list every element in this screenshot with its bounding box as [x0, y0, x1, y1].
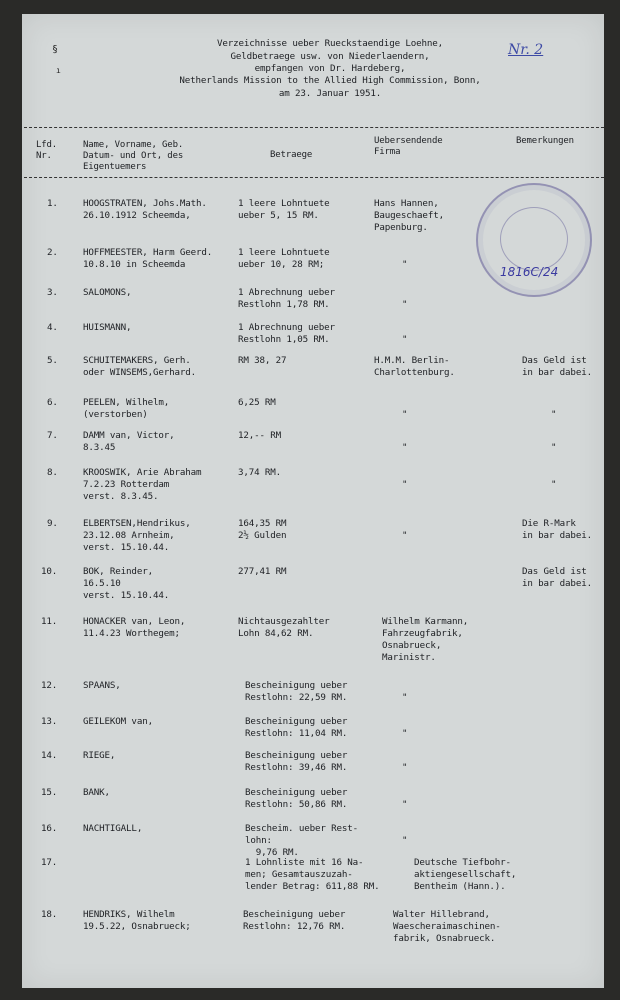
- row-name: DAMM van, Victor, 8.3.45: [83, 430, 175, 453]
- row-number: 13.: [41, 716, 58, 727]
- row-amount: 1 leere Lohntuete ueber 10, 28 RM;: [238, 247, 330, 270]
- row-amount: Bescheinigung ueber Restlohn: 22,59 RM.: [245, 680, 348, 703]
- row-firm: ": [402, 409, 408, 420]
- row-firm: ": [402, 799, 408, 810]
- row-amount: Nichtausgezahlter Lohn 84,62 RM.: [238, 616, 330, 639]
- row-amount: 277,41 RM: [238, 566, 287, 577]
- row-firm: Walter Hillebrand, Waescheraimaschinen- fabrik, Osnabrueck.: [393, 909, 501, 944]
- row-name: RIEGE,: [83, 750, 116, 761]
- row-remarks: Die R-Mark in bar dabei.: [522, 518, 592, 541]
- row-name: SALOMONS,: [83, 287, 132, 298]
- header-amount: Betraege: [270, 150, 313, 160]
- row-number: 10.: [41, 566, 58, 577]
- row-number: 14.: [41, 750, 58, 761]
- row-name: PEELEN, Wilhelm, (verstorben): [83, 397, 170, 420]
- row-number: 5.: [47, 355, 58, 366]
- row-name: HOOGSTRATEN, Johs.Math. 26.10.1912 Scheemda,: [83, 198, 207, 221]
- row-amount: Bescheinigung ueber Restlohn: 39,46 RM.: [245, 750, 348, 773]
- row-amount: 164,35 RM 2½ Gulden: [238, 518, 287, 541]
- row-name: SPAANS,: [83, 680, 121, 691]
- row-amount: 12,-- RM: [238, 430, 282, 441]
- row-number: 4.: [47, 322, 58, 333]
- row-firm: ": [402, 479, 408, 490]
- row-number: 8.: [47, 467, 58, 478]
- row-firm: ": [402, 259, 408, 270]
- row-number: 3.: [47, 287, 58, 298]
- row-name: SCHUITEMAKERS, Gerh. oder WINSEMS,Gerhard.: [83, 355, 197, 378]
- header-remarks: Bemerkungen: [516, 136, 574, 146]
- row-firm: ": [402, 762, 408, 773]
- row-firm: Deutsche Tiefbohr- aktiengesellschaft, Bentheim (Hann.).: [414, 857, 517, 892]
- corner-mark: §: [52, 44, 59, 55]
- row-amount: 1 Lohnliste mit 16 Na- men; Gesamtauszuzah- lender Betrag: 611,88 RM.: [245, 857, 380, 892]
- row-amount: Bescheim. ueber Rest- lohn: 9,76 RM.: [245, 823, 359, 858]
- row-remarks: Das Geld ist in bar dabei.: [522, 355, 592, 378]
- row-amount: 3,74 RM.: [238, 467, 282, 478]
- row-amount: 1 Abrechnung ueber Restlohn 1,05 RM.: [238, 322, 335, 345]
- row-firm: Hans Hannen, Baugeschaeft, Papenburg.: [374, 198, 444, 233]
- row-number: 2.: [47, 247, 58, 258]
- row-remarks: Das Geld ist in bar dabei.: [522, 566, 592, 589]
- row-firm: ": [402, 299, 408, 310]
- header-bottom-rule: [24, 177, 604, 178]
- row-amount: Bescheinigung ueber Restlohn: 50,86 RM.: [245, 787, 348, 810]
- row-amount: 1 Abrechnung ueber Restlohn 1,78 RM.: [238, 287, 335, 310]
- row-firm: ": [402, 442, 408, 453]
- title-line-1: Verzeichnisse ueber Rueckstaendige Loehne,: [216, 38, 444, 49]
- row-name: ELBERTSEN,Hendrikus, 23.12.08 Arnheim, verst. 15.10.44.: [83, 518, 191, 553]
- row-amount: RM 38, 27: [238, 355, 287, 366]
- row-firm: Wilhelm Karmann, Fahrzeugfabrik, Osnabrueck, Marinistr.: [382, 616, 469, 663]
- row-number: 12.: [41, 680, 58, 691]
- row-amount: 1 leere Lohntuete ueber 5, 15 RM.: [238, 198, 330, 221]
- header-firm: Uebersendende Firma: [374, 136, 443, 157]
- title-line-5: am 23. Januar 1951.: [278, 88, 382, 99]
- row-name: HONACKER van, Leon, 11.4.23 Worthegem;: [83, 616, 186, 639]
- row-firm: ": [402, 835, 408, 846]
- row-firm: ": [402, 334, 408, 345]
- row-number: 16.: [41, 823, 58, 834]
- row-name: NACHTIGALL,: [83, 823, 143, 834]
- row-number: 15.: [41, 787, 58, 798]
- row-remarks: ": [551, 479, 557, 490]
- official-stamp: [476, 183, 592, 297]
- stamp-number: 1816C/24: [500, 265, 559, 279]
- row-remarks: ": [551, 409, 557, 420]
- row-amount: Bescheinigung ueber Restlohn: 11,04 RM.: [245, 716, 348, 739]
- header-name: Name, Vorname, Geb. Datum- und Ort, des Eigentuemers: [83, 140, 184, 172]
- row-number: 9.: [47, 518, 58, 529]
- row-name: GEILEKOM van,: [83, 716, 153, 727]
- row-number: 17.: [41, 857, 58, 868]
- row-name: KROOSWIK, Arie Abraham 7.2.23 Rotterdam verst. 8.3.45.: [83, 467, 202, 502]
- handwritten-reference: Nr. 2: [508, 42, 544, 58]
- row-name: HOFFMEESTER, Harm Geerd. 10.8.10 in Scheemda: [83, 247, 213, 270]
- row-number: 11.: [41, 616, 58, 627]
- title-line-2: Geldbetraege usw. von Niederlaendern,: [230, 51, 430, 62]
- header-top-rule: [24, 127, 604, 128]
- title-line-3: empfangen von Dr. Hardeberg,: [254, 63, 406, 74]
- row-number: 1.: [47, 198, 58, 209]
- row-number: 7.: [47, 430, 58, 441]
- header-no: Lfd. Nr.: [36, 140, 58, 161]
- row-name: HENDRIKS, Wilhelm 19.5.22, Osnabrueck;: [83, 909, 191, 932]
- row-name: BANK,: [83, 787, 110, 798]
- row-firm: ": [402, 530, 408, 541]
- row-remarks: ": [551, 442, 557, 453]
- row-name: BOK, Reinder, 16.5.10 verst. 15.10.44.: [83, 566, 170, 601]
- row-name: HUISMANN,: [83, 322, 132, 333]
- row-amount: Bescheinigung ueber Restlohn: 12,76 RM.: [243, 909, 346, 932]
- row-amount: 6,25 RM: [238, 397, 276, 408]
- row-number: 18.: [41, 909, 58, 920]
- row-firm: ": [402, 728, 408, 739]
- row-number: 6.: [47, 397, 58, 408]
- title-line-4: Netherlands Mission to the Allied High Commission, Bonn,: [179, 75, 481, 86]
- corner-mark-small: ı: [56, 66, 61, 75]
- row-firm: ": [402, 692, 408, 703]
- row-firm: H.M.M. Berlin- Charlottenburg.: [374, 355, 455, 378]
